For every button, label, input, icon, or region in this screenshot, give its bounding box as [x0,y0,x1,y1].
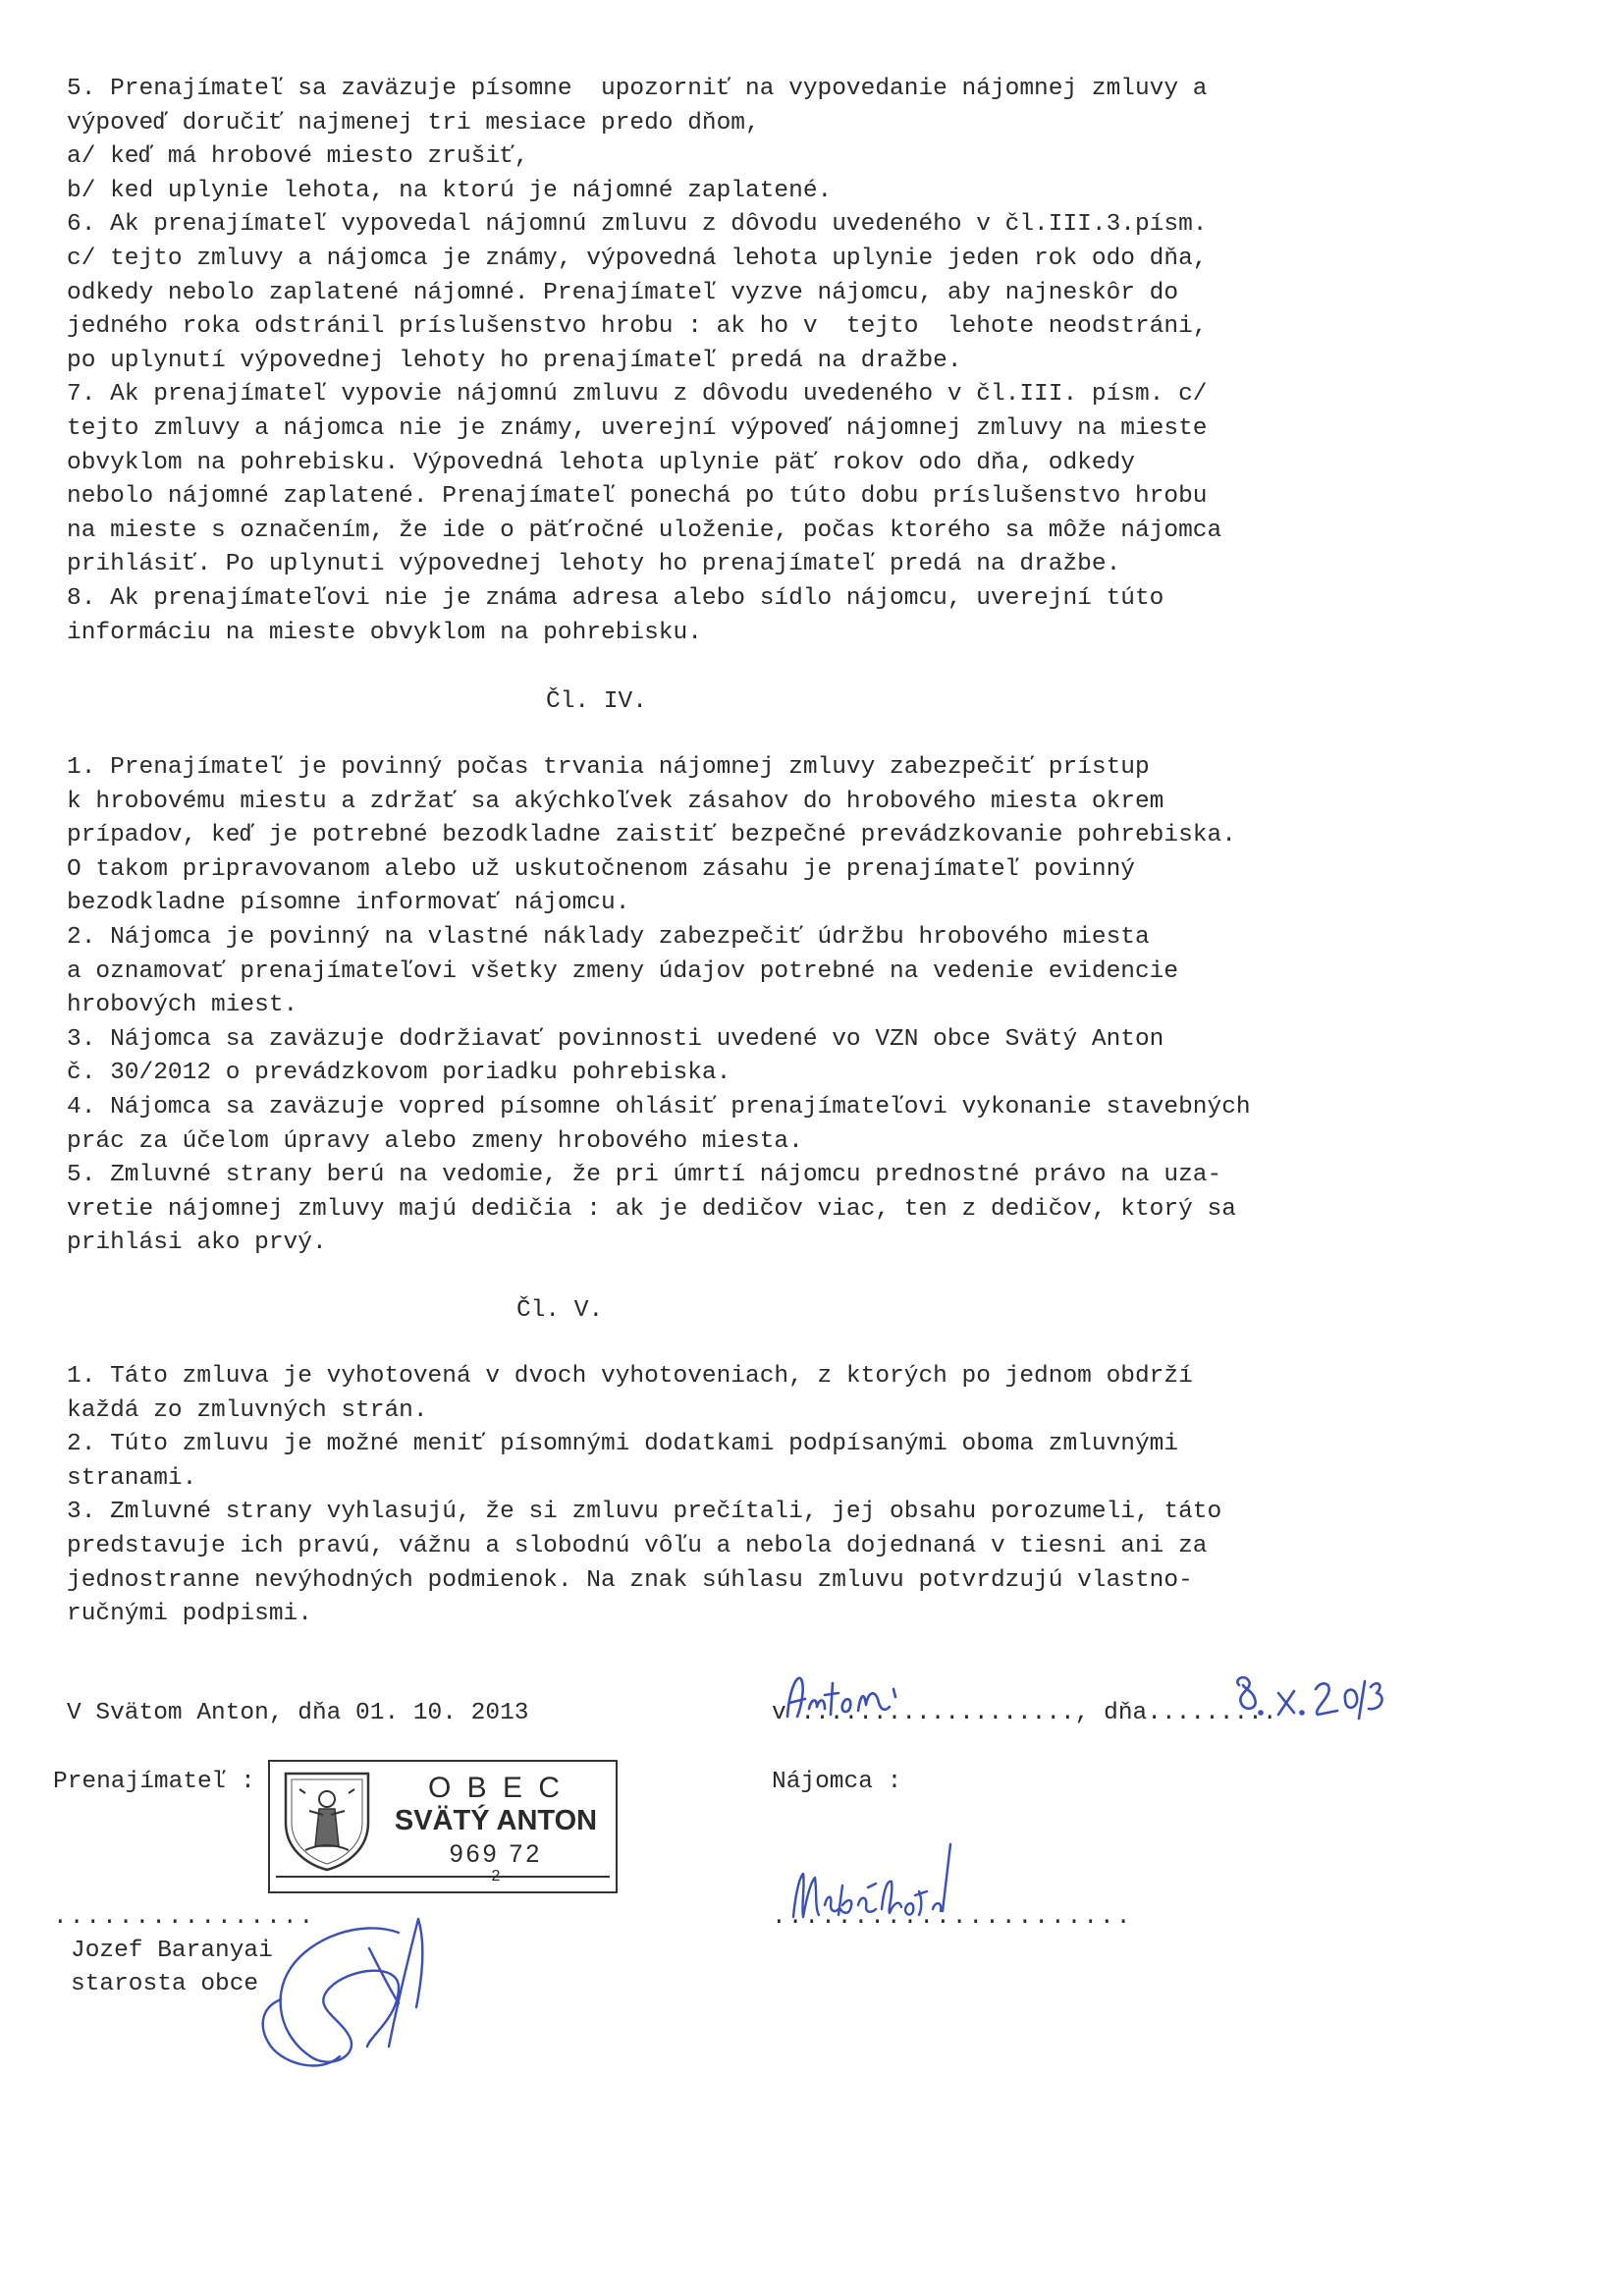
text-line: a/ keď má hrobové miesto zrušiť, [67,143,529,171]
official-stamp [268,1760,618,1893]
text-line: 7. Ak prenajímateľ vypovie nájomnú zmluvu z dôvodu uvedeného v čl.III. písm. c/ [67,381,1208,409]
text-line: prípadov, keď je potrebné bezodkladne zaistiť bezpečné prevádzkovanie pohrebiska. [67,822,1236,849]
handwritten-landlord-signature [251,1909,477,2078]
article-iv [67,751,1402,1261]
text-line: odkedy nebolo zaplatené nájomné. Prenajímateľ vyzve nájomcu, aby najneskôr do [67,279,1179,306]
text-line: hrobových miest. [67,992,298,1019]
text-line: na mieste s označením, že ide o päťročné uloženie, počas ktorého sa môže nájomca [67,517,1222,544]
text-line: predstavuje ich pravú, vážnu a slobodnú vôľu a nebola dojednaná v tiesni ani za [67,1532,1208,1559]
text-line: 1. Prenajímateľ je povinný počas trvania nájomnej zmluvy zabezpečiť prístup [67,754,1150,781]
article-iii-continued [67,73,1402,650]
text-line: bezodkladne písomne informovať nájomcu. [67,890,630,917]
text-line: 1. Táto zmluva je vyhotovená v dvoch vyhotoveniach, z ktorých po jednom obdrží [67,1363,1193,1390]
landlord-signature-line: ................ [53,1904,316,1931]
text-line: b/ ked uplynie lehota, na ktorú je nájomné zaplatené. [67,177,833,204]
article-v [67,1360,1402,1632]
stamp-line-2: SVÄTÝ ANTON [394,1805,598,1836]
text-line: ručnými podpismi. [67,1601,312,1628]
text-line: k hrobovému miestu a zdržať sa akýchkoľvek zásahov do hrobového miesta okrem [67,788,1164,815]
text-line: 5. Zmluvné strany berú na vedomie, že pri úmrtí nájomcu prednostné právo na uza- [67,1162,1222,1189]
landlord-label: Prenajímateľ : [53,1769,255,1795]
text-line: výpoveď doručiť najmenej tri mesiace predo dňom, [67,109,760,137]
place-date-right: v ..................., dňa......... [772,1700,1277,1726]
tenant-label: Nájomca : [772,1769,902,1795]
coat-of-arms-icon [280,1770,374,1872]
text-line: prác za účelom úpravy alebo zmeny hrobového miesta. [67,1127,803,1155]
heading-article-v: Čl. V. [516,1297,604,1324]
text-line: a oznamovať prenajímateľovi všetky zmeny údajov potrebné na vedenie evidencie [67,957,1179,985]
text-line: každá zo zmluvných strán. [67,1396,428,1424]
stamp-line-4: -2- [486,1868,506,1885]
text-line: vretie nájomnej zmluvy majú dedičia : ak je dedičov viac, ten z dedičov, ktorý sa [67,1195,1236,1223]
landlord-name: Jozef Baranyai [71,1938,273,1964]
handwritten-tenant-signature [785,1827,1001,1935]
text-line: 2. Nájomca je povinný na vlastné náklady zabezpečiť údržbu hrobového miesta [67,923,1150,951]
stamp-line-3: 969 72 [449,1840,543,1868]
text-line: jedného roka odstránil príslušenstvo hrobu : ak ho v tejto lehote neodstráni, [67,313,1208,341]
text-line: tejto zmluvy a nájomca nie je známy, uverejní výpoveď nájomnej zmluvy na mieste [67,414,1208,442]
text-line: prihlásiť. Po uplynuti výpovednej lehoty ho prenajímateľ predá na dražbe. [67,551,1121,578]
text-line: obvyklom na pohrebisku. Výpovedná lehota uplynie päť rokov odo dňa, odkedy [67,449,1135,476]
text-line: po uplynutí výpovednej lehoty ho prenajímateľ predá na dražbe. [67,347,962,374]
text-line: c/ tejto zmluvy a nájomca je známy, výpovedná lehota uplynie jeden rok odo dňa, [67,245,1208,272]
text-line: O takom pripravovanom alebo už uskutočnenom zásahu je prenajímateľ povinný [67,855,1135,883]
text-line: 6. Ak prenajímateľ vypovedal nájomnú zmluvu z dôvodu uvedeného v čl.III.3.písm. [67,211,1208,239]
stamp-line-1: O B E C [427,1772,565,1804]
text-line: informáciu na mieste obvyklom na pohrebisku. [67,619,702,646]
tenant-signature-line: ...................... [772,1904,1133,1931]
text-line: 3. Zmluvné strany vyhlasujú, že si zmluvu prečítali, jej obsahu porozumeli, táto [67,1499,1222,1526]
text-line: nebolo nájomné zaplatené. Prenajímateľ ponechá po túto dobu príslušenstvo hrobu [67,483,1208,511]
text-line: 5. Prenajímateľ sa zaväzuje písomne upozorniť na vypovedanie nájomnej zmluvy a [67,76,1208,102]
text-line: 4. Nájomca sa zaväzuje vopred písomne ohlásiť prenajímateľovi vykonanie stavebných [67,1093,1251,1121]
text-line: stranami. [67,1464,197,1492]
heading-article-iv: Čl. IV. [546,688,647,715]
text-line: č. 30/2012 o prevádzkovom poriadku pohrebiska. [67,1060,731,1087]
text-line: jednostranne nevýhodných podmienok. Na znak súhlasu zmluvu potvrdzujú vlastno- [67,1566,1193,1594]
text-line: prihlási ako prvý. [67,1230,327,1257]
text-line: 2. Túto zmluvu je možné meniť písomnými dodatkami podpísanými oboma zmluvnými [67,1431,1179,1458]
text-line: 8. Ak prenajímateľovi nie je známa adresa alebo sídlo nájomcu, uverejní túto [67,584,1164,612]
landlord-role: starosta obce [71,1971,259,1997]
handwritten-place-date [776,1660,1384,1738]
text-line: 3. Nájomca sa zaväzuje dodržiavať povinnosti uvedené vo VZN obce Svätý Anton [67,1025,1164,1053]
place-date-left: V Svätom Anton, dňa 01. 10. 2013 [67,1700,529,1726]
